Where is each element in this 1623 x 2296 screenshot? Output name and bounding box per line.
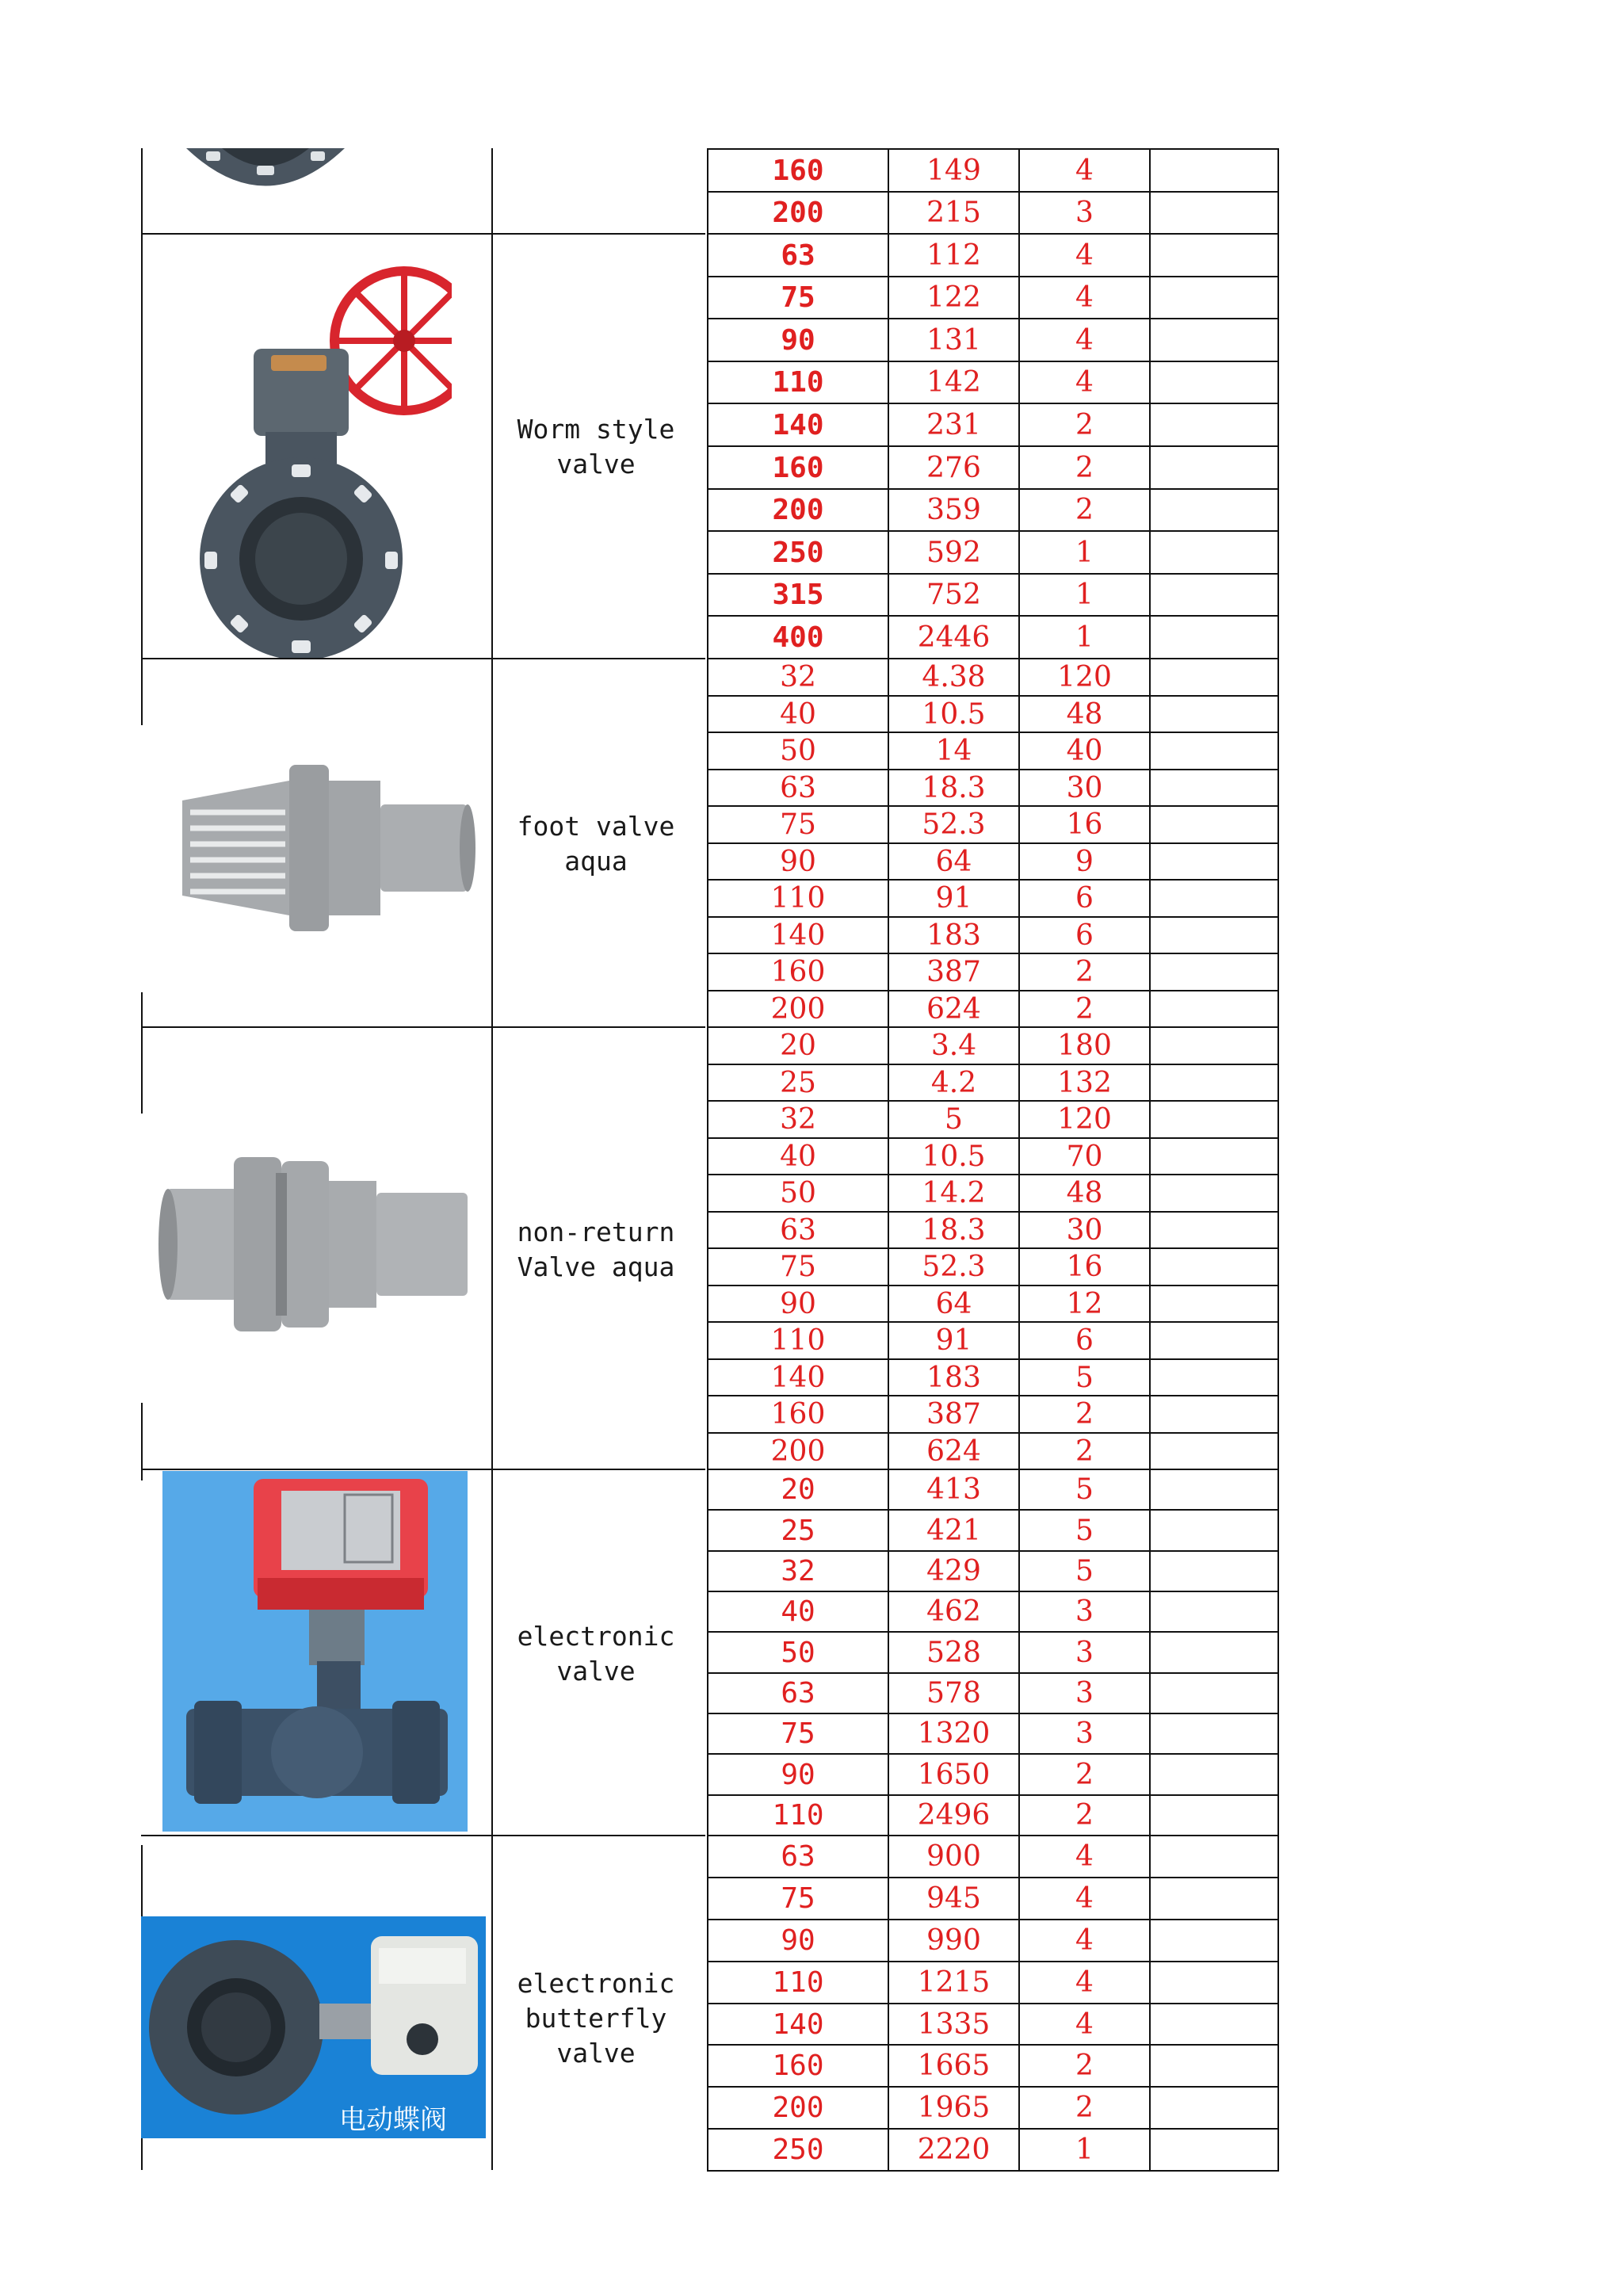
quantity-cell: 3 bbox=[1018, 1591, 1151, 1633]
blank-cell bbox=[1149, 1509, 1279, 1552]
price-cell: 183 bbox=[888, 916, 1020, 954]
border-left bbox=[141, 992, 143, 1114]
size-cell: 50 bbox=[707, 732, 889, 770]
size-cell: 90 bbox=[707, 318, 889, 362]
size-cell: 110 bbox=[707, 879, 889, 918]
blank-cell bbox=[1149, 1285, 1279, 1323]
border-left bbox=[141, 148, 143, 725]
price-cell: 64 bbox=[888, 842, 1020, 881]
price-cell: 1665 bbox=[888, 2044, 1020, 2088]
size-cell: 25 bbox=[707, 1064, 889, 1102]
price-cell: 183 bbox=[888, 1358, 1020, 1396]
quantity-cell: 3 bbox=[1018, 1672, 1151, 1714]
blank-cell bbox=[1149, 1631, 1279, 1674]
price-cell: 52.3 bbox=[888, 805, 1020, 844]
quantity-cell: 2 bbox=[1018, 2086, 1151, 2130]
quantity-cell: 70 bbox=[1018, 1137, 1151, 1175]
price-cell: 112 bbox=[888, 233, 1020, 277]
price-cell: 1215 bbox=[888, 1961, 1020, 2004]
price-cell: 91 bbox=[888, 879, 1020, 918]
price-cell: 122 bbox=[888, 276, 1020, 319]
blank-cell bbox=[1149, 769, 1279, 807]
quantity-cell: 6 bbox=[1018, 916, 1151, 954]
quantity-cell: 30 bbox=[1018, 769, 1151, 807]
blank-cell bbox=[1149, 842, 1279, 881]
quantity-cell: 4 bbox=[1018, 148, 1151, 193]
size-cell: 140 bbox=[707, 1358, 889, 1396]
price-cell: 387 bbox=[888, 953, 1020, 991]
price-cell: 4.38 bbox=[888, 658, 1020, 697]
price-cell: 752 bbox=[888, 573, 1020, 617]
blank-cell bbox=[1149, 1137, 1279, 1175]
size-cell: 20 bbox=[707, 1469, 889, 1511]
quantity-cell: 6 bbox=[1018, 879, 1151, 918]
size-cell: 32 bbox=[707, 1100, 889, 1139]
price-cell: 276 bbox=[888, 445, 1020, 490]
blank-cell bbox=[1149, 1469, 1279, 1511]
quantity-cell: 4 bbox=[1018, 276, 1151, 319]
quantity-cell: 4 bbox=[1018, 2003, 1151, 2046]
group-divider bbox=[141, 1026, 705, 1028]
price-cell: 2220 bbox=[888, 2128, 1020, 2172]
quantity-cell: 3 bbox=[1018, 1631, 1151, 1674]
size-cell: 140 bbox=[707, 2003, 889, 2046]
size-cell: 110 bbox=[707, 1321, 889, 1360]
price-cell: 359 bbox=[888, 488, 1020, 532]
price-cell: 231 bbox=[888, 403, 1020, 447]
size-cell: 63 bbox=[707, 233, 889, 277]
price-cell: 387 bbox=[888, 1395, 1020, 1434]
size-cell: 63 bbox=[707, 1211, 889, 1249]
size-cell: 110 bbox=[707, 1794, 889, 1836]
price-cell: 14 bbox=[888, 732, 1020, 770]
blank-cell bbox=[1149, 879, 1279, 918]
size-cell: 75 bbox=[707, 1713, 889, 1755]
quantity-cell: 4 bbox=[1018, 318, 1151, 362]
blank-cell bbox=[1149, 1211, 1279, 1249]
quantity-cell: 48 bbox=[1018, 695, 1151, 733]
price-cell: 2446 bbox=[888, 615, 1020, 659]
quantity-cell: 2 bbox=[1018, 1432, 1151, 1470]
quantity-cell: 9 bbox=[1018, 842, 1151, 881]
non-return-valve-photo bbox=[158, 1141, 475, 1347]
blank-cell bbox=[1149, 1026, 1279, 1065]
quantity-cell: 1 bbox=[1018, 573, 1151, 617]
size-cell: 75 bbox=[707, 1247, 889, 1286]
price-cell: 2496 bbox=[888, 1794, 1020, 1836]
blank-cell bbox=[1149, 732, 1279, 770]
size-cell: 90 bbox=[707, 1285, 889, 1323]
blank-cell bbox=[1149, 488, 1279, 532]
blank-cell bbox=[1149, 1835, 1279, 1878]
price-cell: 624 bbox=[888, 990, 1020, 1028]
product-name: Worm style valve bbox=[517, 414, 675, 479]
size-cell: 90 bbox=[707, 1919, 889, 1962]
size-cell: 90 bbox=[707, 1753, 889, 1796]
size-cell: 200 bbox=[707, 990, 889, 1028]
blank-cell bbox=[1149, 1713, 1279, 1755]
size-cell: 75 bbox=[707, 805, 889, 844]
price-cell: 900 bbox=[888, 1835, 1020, 1878]
quantity-cell: 4 bbox=[1018, 361, 1151, 404]
quantity-cell: 16 bbox=[1018, 805, 1151, 844]
quantity-cell: 6 bbox=[1018, 1321, 1151, 1360]
size-cell: 50 bbox=[707, 1174, 889, 1213]
quantity-cell: 2 bbox=[1018, 403, 1151, 447]
quantity-cell: 5 bbox=[1018, 1469, 1151, 1511]
price-cell: 18.3 bbox=[888, 1211, 1020, 1249]
size-cell: 32 bbox=[707, 658, 889, 697]
quantity-cell: 16 bbox=[1018, 1247, 1151, 1286]
quantity-cell: 12 bbox=[1018, 1285, 1151, 1323]
size-cell: 40 bbox=[707, 1137, 889, 1175]
size-cell: 75 bbox=[707, 1877, 889, 1920]
size-cell: 63 bbox=[707, 1672, 889, 1714]
blank-cell bbox=[1149, 530, 1279, 575]
worm-valve-photo bbox=[190, 262, 452, 658]
price-cell: 64 bbox=[888, 1285, 1020, 1323]
size-cell: 160 bbox=[707, 2044, 889, 2088]
product-name: electronic butterfly valve bbox=[517, 1968, 675, 2069]
price-cell: 592 bbox=[888, 530, 1020, 575]
price-cell: 413 bbox=[888, 1469, 1020, 1511]
size-cell: 250 bbox=[707, 530, 889, 575]
blank-cell bbox=[1149, 695, 1279, 733]
size-cell: 32 bbox=[707, 1550, 889, 1592]
price-cell: 91 bbox=[888, 1321, 1020, 1360]
size-cell: 200 bbox=[707, 1432, 889, 1470]
photo-caption: 电动蝶阀 bbox=[339, 2104, 447, 2136]
blank-cell bbox=[1149, 1064, 1279, 1102]
quantity-cell: 120 bbox=[1018, 1100, 1151, 1139]
quantity-cell: 40 bbox=[1018, 732, 1151, 770]
size-cell: 160 bbox=[707, 953, 889, 991]
price-cell: 421 bbox=[888, 1509, 1020, 1552]
quantity-cell: 2 bbox=[1018, 990, 1151, 1028]
quantity-cell: 1 bbox=[1018, 2128, 1151, 2172]
quantity-cell: 4 bbox=[1018, 1961, 1151, 2004]
quantity-cell: 2 bbox=[1018, 1395, 1151, 1434]
blank-cell bbox=[1149, 805, 1279, 844]
price-cell: 149 bbox=[888, 148, 1020, 193]
price-cell: 945 bbox=[888, 1877, 1020, 1920]
price-cell: 578 bbox=[888, 1672, 1020, 1714]
blank-cell bbox=[1149, 2003, 1279, 2046]
quantity-cell: 132 bbox=[1018, 1064, 1151, 1102]
blank-cell bbox=[1149, 233, 1279, 277]
blank-cell bbox=[1149, 1794, 1279, 1836]
blank-cell bbox=[1149, 658, 1279, 697]
quantity-cell: 48 bbox=[1018, 1174, 1151, 1213]
quantity-cell: 1 bbox=[1018, 615, 1151, 659]
quantity-cell: 4 bbox=[1018, 1877, 1151, 1920]
price-cell: 14.2 bbox=[888, 1174, 1020, 1213]
size-cell: 200 bbox=[707, 488, 889, 532]
size-cell: 40 bbox=[707, 695, 889, 733]
price-cell: 1965 bbox=[888, 2086, 1020, 2130]
electronic-valve-photo bbox=[162, 1471, 468, 1832]
price-cell: 4.2 bbox=[888, 1064, 1020, 1102]
quantity-cell: 2 bbox=[1018, 1794, 1151, 1836]
price-cell: 990 bbox=[888, 1919, 1020, 1962]
blank-cell bbox=[1149, 1919, 1279, 1962]
blank-cell bbox=[1149, 1591, 1279, 1633]
quantity-cell: 5 bbox=[1018, 1550, 1151, 1592]
blank-cell bbox=[1149, 318, 1279, 362]
blank-cell bbox=[1149, 573, 1279, 617]
blank-cell bbox=[1149, 1753, 1279, 1796]
size-cell: 63 bbox=[707, 769, 889, 807]
blank-cell bbox=[1149, 953, 1279, 991]
foot-valve-photo bbox=[170, 757, 479, 939]
quantity-cell: 120 bbox=[1018, 658, 1151, 697]
blank-cell bbox=[1149, 2044, 1279, 2088]
size-cell: 140 bbox=[707, 916, 889, 954]
size-cell: 110 bbox=[707, 361, 889, 404]
price-cell: 528 bbox=[888, 1631, 1020, 1674]
blank-cell bbox=[1149, 1100, 1279, 1139]
size-cell: 315 bbox=[707, 573, 889, 617]
quantity-cell: 4 bbox=[1018, 233, 1151, 277]
size-cell: 160 bbox=[707, 445, 889, 490]
group-divider bbox=[141, 1835, 705, 1836]
blank-cell bbox=[1149, 615, 1279, 659]
product-name: non-return Valve aqua bbox=[517, 1217, 675, 1282]
electronic-butterfly-valve-photo bbox=[141, 1916, 486, 2138]
blank-cell bbox=[1149, 191, 1279, 235]
size-cell: 200 bbox=[707, 191, 889, 235]
size-cell: 40 bbox=[707, 1591, 889, 1633]
quantity-cell: 2 bbox=[1018, 953, 1151, 991]
quantity-cell: 1 bbox=[1018, 530, 1151, 575]
quantity-cell: 4 bbox=[1018, 1919, 1151, 1962]
price-cell: 131 bbox=[888, 318, 1020, 362]
price-cell: 3.4 bbox=[888, 1026, 1020, 1065]
price-cell: 10.5 bbox=[888, 695, 1020, 733]
blank-cell bbox=[1149, 403, 1279, 447]
size-cell: 200 bbox=[707, 2086, 889, 2130]
price-cell: 624 bbox=[888, 1432, 1020, 1470]
price-cell: 1335 bbox=[888, 2003, 1020, 2046]
product-name: foot valve aqua bbox=[517, 811, 675, 877]
quantity-cell: 180 bbox=[1018, 1026, 1151, 1065]
price-cell: 18.3 bbox=[888, 769, 1020, 807]
blank-cell bbox=[1149, 361, 1279, 404]
blank-cell bbox=[1149, 1358, 1279, 1396]
group-divider bbox=[141, 233, 705, 235]
blank-cell bbox=[1149, 2128, 1279, 2172]
size-cell: 75 bbox=[707, 276, 889, 319]
size-cell: 50 bbox=[707, 1631, 889, 1674]
size-cell: 160 bbox=[707, 1395, 889, 1434]
blank-cell bbox=[1149, 1321, 1279, 1360]
blank-cell bbox=[1149, 1877, 1279, 1920]
blank-cell bbox=[1149, 1550, 1279, 1592]
blank-cell bbox=[1149, 1395, 1279, 1434]
price-cell: 1650 bbox=[888, 1753, 1020, 1796]
blank-cell bbox=[1149, 990, 1279, 1028]
quantity-cell: 4 bbox=[1018, 1835, 1151, 1878]
blank-cell bbox=[1149, 1174, 1279, 1213]
blank-cell bbox=[1149, 148, 1279, 193]
size-cell: 90 bbox=[707, 842, 889, 881]
quantity-cell: 2 bbox=[1018, 2044, 1151, 2088]
blank-cell bbox=[1149, 2086, 1279, 2130]
size-cell: 250 bbox=[707, 2128, 889, 2172]
blank-cell bbox=[1149, 1247, 1279, 1286]
blank-cell bbox=[1149, 1961, 1279, 2004]
size-cell: 63 bbox=[707, 1835, 889, 1878]
blank-cell bbox=[1149, 916, 1279, 954]
price-cell: 215 bbox=[888, 191, 1020, 235]
price-cell: 5 bbox=[888, 1100, 1020, 1139]
blank-cell bbox=[1149, 445, 1279, 490]
group-divider bbox=[141, 1469, 705, 1470]
price-cell: 10.5 bbox=[888, 1137, 1020, 1175]
size-cell: 110 bbox=[707, 1961, 889, 2004]
size-cell: 400 bbox=[707, 615, 889, 659]
blank-cell bbox=[1149, 1432, 1279, 1470]
price-cell: 52.3 bbox=[888, 1247, 1020, 1286]
group-divider bbox=[141, 658, 705, 659]
price-cell: 142 bbox=[888, 361, 1020, 404]
price-cell: 462 bbox=[888, 1591, 1020, 1633]
quantity-cell: 5 bbox=[1018, 1358, 1151, 1396]
quantity-cell: 3 bbox=[1018, 191, 1151, 235]
quantity-cell: 2 bbox=[1018, 1753, 1151, 1796]
quantity-cell: 2 bbox=[1018, 488, 1151, 532]
price-cell: 429 bbox=[888, 1550, 1020, 1592]
quantity-cell: 2 bbox=[1018, 445, 1151, 490]
size-cell: 20 bbox=[707, 1026, 889, 1065]
blank-cell bbox=[1149, 276, 1279, 319]
quantity-cell: 30 bbox=[1018, 1211, 1151, 1249]
butterfly-valve-photo-partial bbox=[178, 148, 353, 196]
size-cell: 25 bbox=[707, 1509, 889, 1552]
size-cell: 160 bbox=[707, 148, 889, 193]
quantity-cell: 5 bbox=[1018, 1509, 1151, 1552]
price-cell: 1320 bbox=[888, 1713, 1020, 1755]
blank-cell bbox=[1149, 1672, 1279, 1714]
quantity-cell: 3 bbox=[1018, 1713, 1151, 1755]
size-cell: 140 bbox=[707, 403, 889, 447]
product-name: electronic valve bbox=[517, 1621, 675, 1687]
